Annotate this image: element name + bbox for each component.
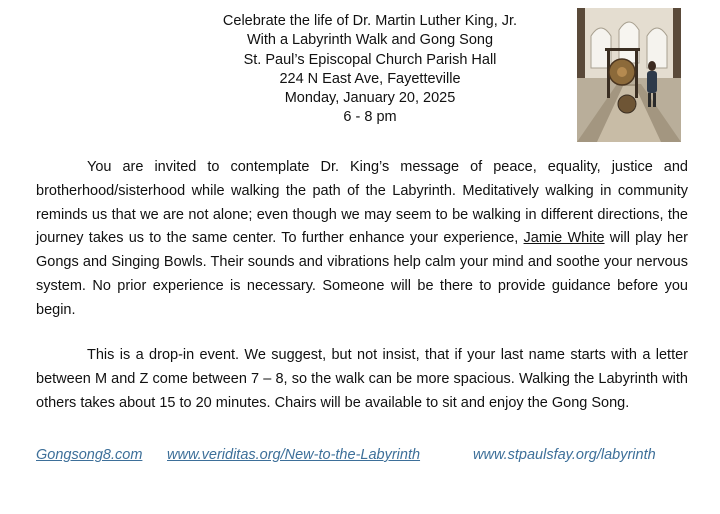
header-time: 6 - 8 pm xyxy=(343,109,397,126)
header-date: Monday, January 20, 2025 xyxy=(284,90,456,107)
invitation-text-end: will play her Gongs and Singing Bowls. Their sounds and vibrations help calm your mind and soothe your nervous system. No prior experience is necessary. Someone will be there to provide guidance before you begin. xyxy=(36,230,688,318)
drop-in-paragraph: This is a drop-in event. We suggest, but not insist, that if your last name starts with a letter between M and Z come between 7 – 8, so the walk can be more spacious. Walking the Labyrinth with others takes about 15 to 20 minutes. Chairs will be available to sit and enjoy the Gong Song. xyxy=(36,347,688,411)
header-subtitle: With a Labyrinth Walk and Gong Song xyxy=(246,32,494,49)
header-address: 224 N East Ave, Fayetteville xyxy=(279,70,461,87)
stpauls-link[interactable]: www.stpaulsfay.org/labyrinth xyxy=(473,447,656,463)
header-venue: St. Paul’s Episcopal Church Parish Hall xyxy=(243,51,497,68)
invitation-text-start: You are invited to contemplate Dr. King’s message of peace, equality, justice and brotherhood/sisterhood while walking the path of the Labyrinth. Meditatively walking in community reminds us that we are not alone; even though we may seem to be walking in different directions, the journey takes us to the same center. To further enhance your experience, xyxy=(36,159,688,247)
header-title: Celebrate the life of Dr. Martin Luther King, Jr. xyxy=(222,13,518,29)
invitation-paragraph xyxy=(36,156,688,323)
jamie-white-link[interactable]: Jamie White xyxy=(523,230,605,247)
veriditas-link[interactable]: www.veriditas.org/New-to-the-Labyrinth xyxy=(167,447,421,463)
event-header xyxy=(120,12,620,128)
labyrinth-gong-photo-icon xyxy=(577,8,681,142)
gongsong-link[interactable]: Gongsong8.com xyxy=(36,447,143,463)
